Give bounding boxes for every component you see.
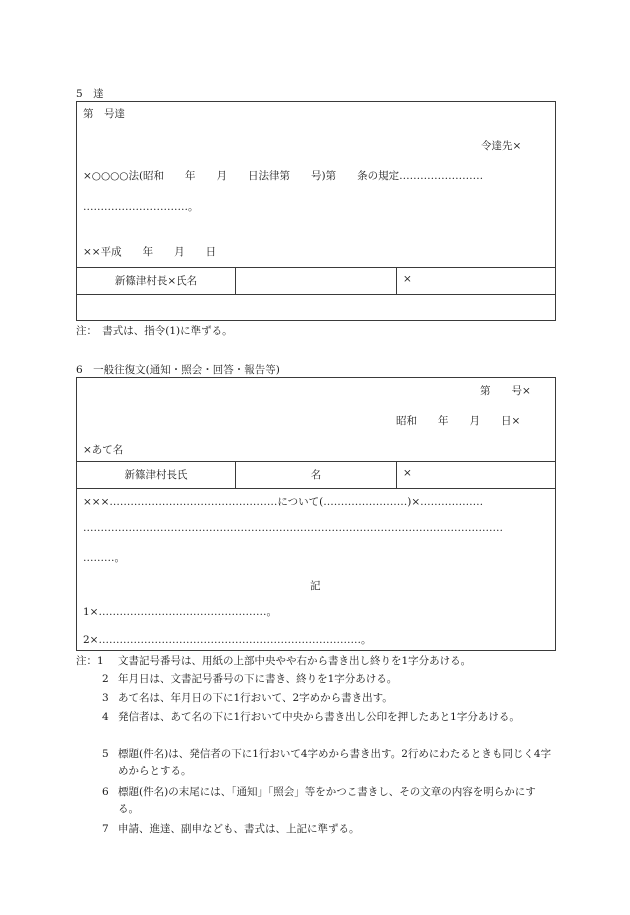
note-item [76,746,556,782]
section5-sign-row-bottom [76,294,556,295]
note-text: あて名は、年月日の下に1行おいて、2字めから書き出す。 [118,692,393,704]
note-number: 6 [102,786,109,798]
note-number: 3 [102,692,109,704]
note-number: 7 [102,823,109,835]
section5-number-line: 第 号達 [83,108,125,120]
section6-subject-line3: ………。 [83,552,125,564]
note-number: 注：1 [76,655,104,667]
section5-sign-cell3: × [403,273,412,285]
note-text: 発信者は、あて名の下に1行おいて中央から書き出し公印を押したあと1字分あける。 [118,711,520,723]
section6-addressee: ×あて名 [83,444,124,456]
note-item [76,653,556,670]
section5-sign-divider2 [396,267,397,294]
section5-sign-cell1: 新篠津村長×氏名 [114,275,198,287]
section6-subject-line1: ×××…………………………………………について(……………………)×……………… [83,496,484,508]
section6-heading: 6 一般往復文(通知・照会・回答・報告等) [76,364,280,376]
note-number: 4 [102,711,109,723]
note-item [76,671,556,688]
note-number: 5 [102,748,109,760]
note-number: 2 [102,673,109,685]
section6-sign-divider2 [396,461,397,488]
section5-date-line: ××平成 年 月 日 [83,246,217,258]
note-text: 標題(件名)は、発信者の下に1行おいて4字めから書き出す。2行めにわたるときも同じく4字めからとする。 [118,748,552,777]
note-item [76,821,556,838]
section6-sign-row-bottom [76,488,556,489]
note-item [76,709,556,745]
section6-number-line: 第 号× [480,385,531,397]
section6-ki: 記 [310,580,321,592]
section5-body-line2: …………………………。 [83,201,199,213]
section6-subject-line2: ………………………………………………………………………………………………………… [83,522,503,534]
section6-item2: 2×…………………………………………………………………。 [83,634,372,646]
section6-sign-cell3: × [403,467,412,479]
section6-item1: 1×…………………………………………。 [83,606,277,618]
section5-body-line1: ×○○○○法(昭和 年 月 日法律第 号)第 条の規定…………………… [83,170,484,182]
section5-sign-row-top [76,267,556,268]
note-item [76,784,556,820]
note-text: 標題(件名)の末尾には、「通知」「照会」等をかつこ書きし、その文章の内容を明らかにする。 [118,786,536,815]
section6-sign-row-top [76,461,556,462]
note-text: 申請、進達、副申なども、書式は、上記に準ずる。 [118,823,360,835]
note-text: 文書記号番号は、用紙の上部中央やや右から書き出し終りを1字分あける。 [118,655,472,667]
note-item [76,690,556,707]
section5-heading: 5 達 [76,88,104,100]
note-text: 年月日は、文書記号番号の下に書き、終りを1字分あける。 [118,673,398,685]
section6-sign-cell1: 新篠津村長氏 [124,469,188,481]
section6-date-line: 昭和 年 月 日× [396,415,521,427]
section6-sign-cell2: 名 [310,469,322,481]
section5-note: 注： 書式は、指令(1)に準ずる。 [76,325,233,337]
section5-addressee: 令達先× [481,140,522,152]
